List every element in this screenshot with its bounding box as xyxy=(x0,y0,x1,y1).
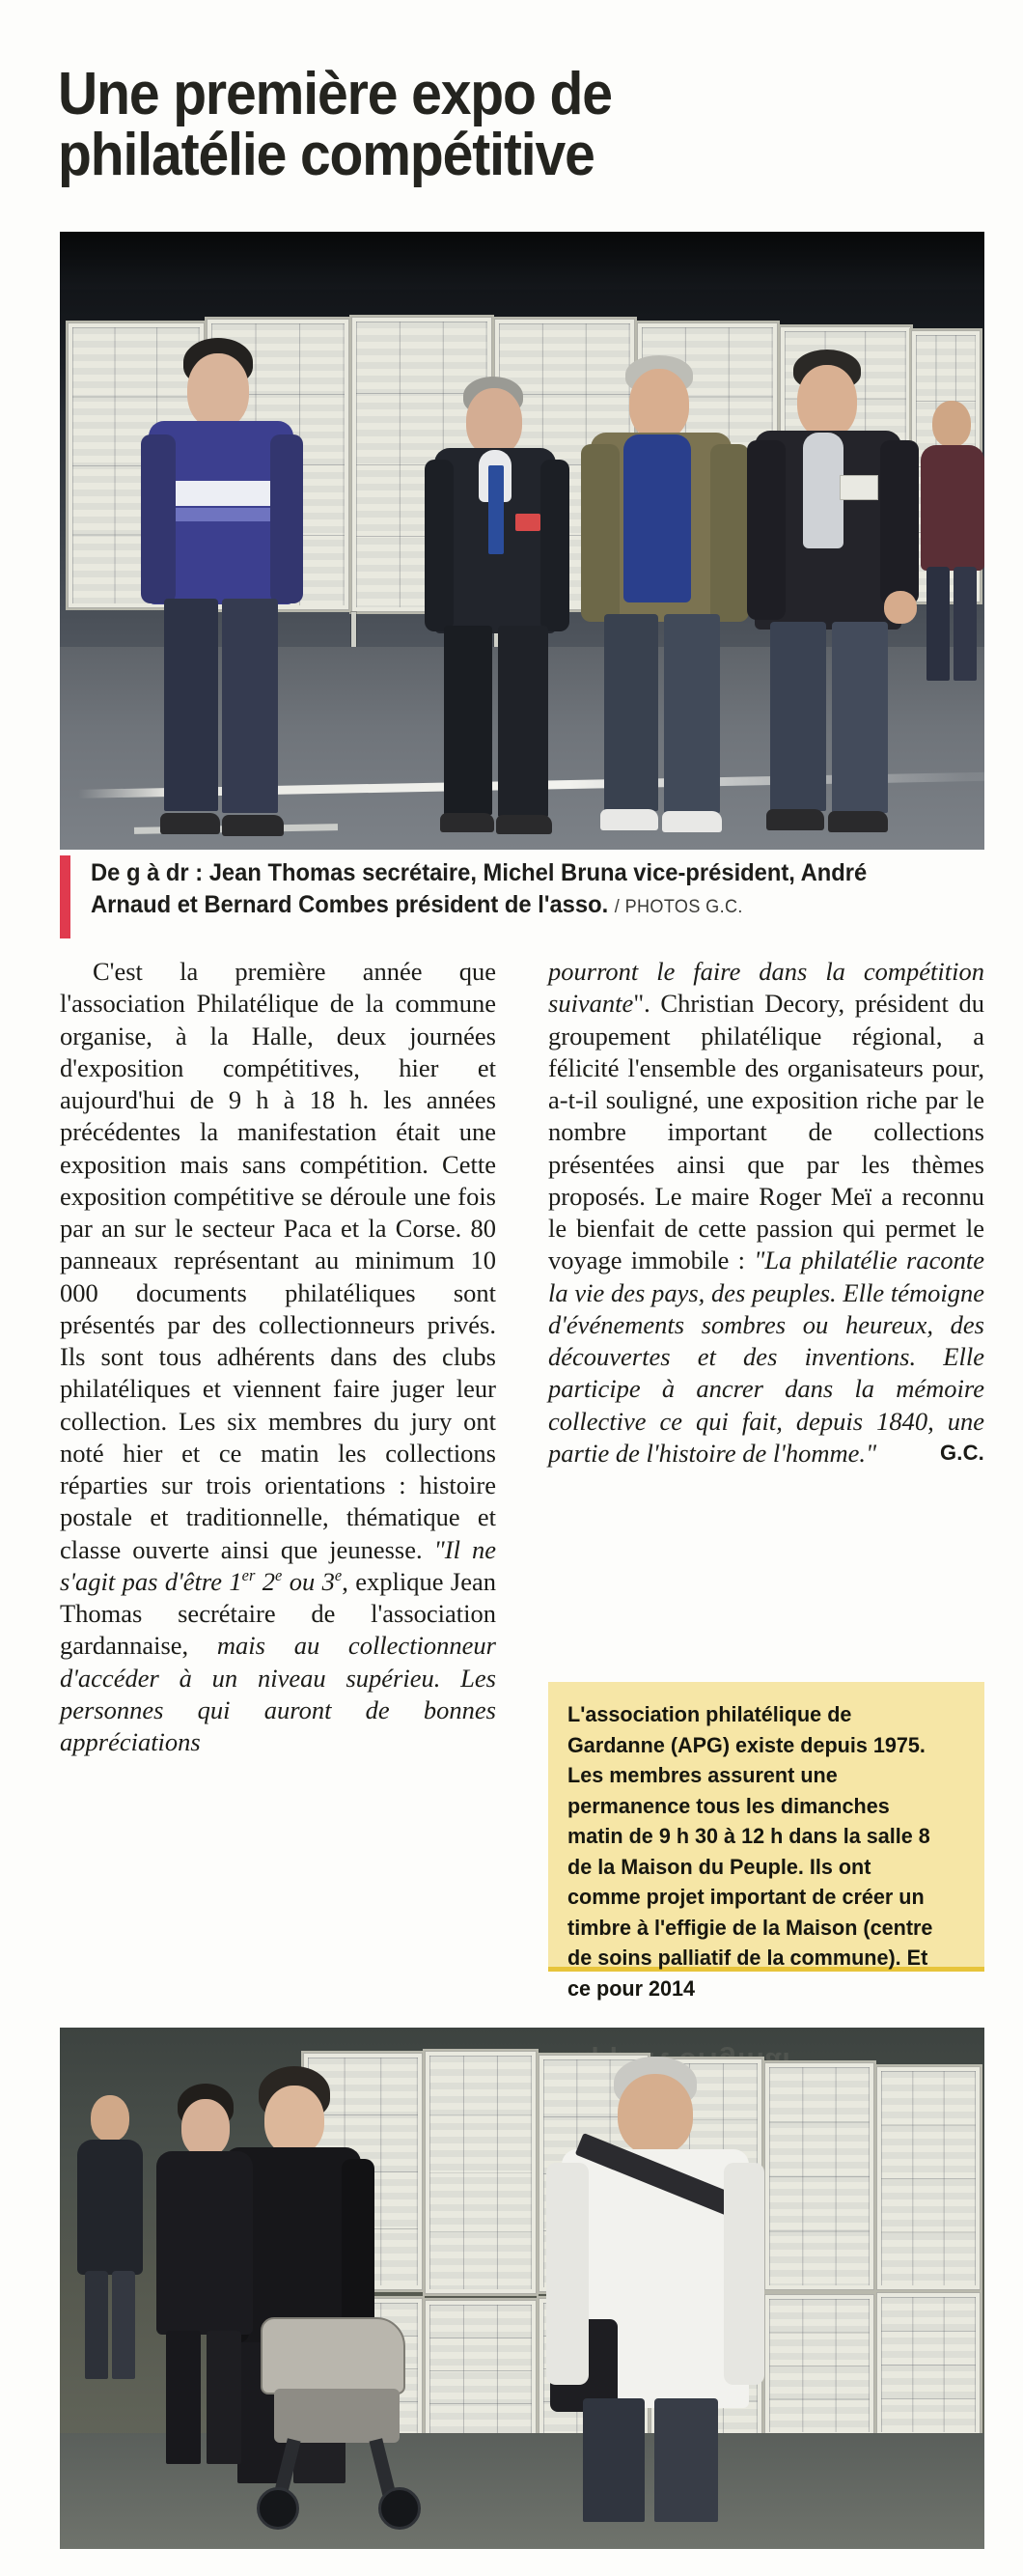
quote-mid-2: ou 3 xyxy=(282,1566,335,1596)
quote-open: "Il ne s'agit pas d'être 1 xyxy=(60,1534,497,1596)
stroller-wheel xyxy=(378,2487,421,2530)
ordinal-3e: e xyxy=(334,1565,343,1584)
caption-credit: / PHOTOS G.C. xyxy=(614,896,743,917)
right-italic-head: pourront le faire dans la compétition suivante xyxy=(548,957,984,1019)
infobox-association-details xyxy=(548,1682,984,2001)
name-badge xyxy=(515,514,540,531)
hall-ceiling xyxy=(60,232,984,290)
headline-line-1: Une première expo de xyxy=(58,60,612,127)
caption-body: De g à dr : Jean Thomas secrétaire, Michel Bruna vice-président, André Arnaud et Bernard Combes président de l'asso. xyxy=(91,859,868,918)
photo-visitors-viewing-panels xyxy=(60,2028,984,2549)
quote-attribution: , explique Jean Thomas secrétaire de l'association gardannaise, xyxy=(60,1566,496,1661)
left-text-part1: C'est la première année que l'association Philatélique de la commune organise, à la Halle, deux journées d'exposition compétitives, hier et aujourd'hui de 9 h à 18 h. les années précédentes la manifestation était une exposition mais sans compétition. Cette exposition compétitive se déroule une fois par an sur le secteur Paca et la Corse. 80 panneaux représentant au minimum 10 000 documents philatéliques sont présentés par des collectionneurs privés. Ils sont tous adhérents dans des clubs philatéliques et viennent faire juger leur collection. Les six membres du jury ont noté hier et ce matin les collections réparties sur trois orientations : histoire postale et traditionnelle, thématique et classe ouverte ainsi que jeunesse. xyxy=(60,957,496,1564)
person-andre-arnaud xyxy=(581,355,751,838)
column-left xyxy=(60,956,496,1758)
person-michel-bruna xyxy=(423,377,577,842)
page-title xyxy=(58,60,910,188)
baby-stroller xyxy=(251,2317,454,2530)
name-badge xyxy=(840,475,878,500)
person-bernard-combes xyxy=(747,350,921,838)
person-visitor-woman-2 xyxy=(152,2084,259,2470)
stamp-panel xyxy=(874,2064,982,2292)
caption-red-bar xyxy=(60,855,70,938)
person-background-bottom xyxy=(75,2095,145,2385)
right-text-part1: ". Christian Decory, président du groupement philatélique régional, a félicité l'ensemble des organisateurs pour, a-t-il souligné, une exposition riche par le nombre important de collections présentées ainsi que par les thèmes proposés. Le maire Roger Meï a reconnu le bienfait de cette passion qui permet le voyage immobile : xyxy=(548,989,984,1275)
person-jean-thomas xyxy=(135,338,318,840)
author-signature: G.C. xyxy=(939,1440,984,1465)
stamp-panel xyxy=(423,2049,539,2296)
paragraph-left xyxy=(60,956,496,1758)
ordinal-2e: e xyxy=(275,1565,283,1584)
headline-line-2: philatélie compétitive xyxy=(58,121,594,188)
stamp-panel xyxy=(762,2292,876,2439)
infobox-text: L'association philatélique de Gardanne (APG) existe depuis 1975. Les membres assurent une permanence tous les dimanches matin de 9 h 30 à 12 h dans la salle 8 de la Maison du Peuple. Ils ont comme projet important de créer un timbre à l'effigie de la Maison (centre de soins palliatif de la commune). Et ce pour 2014 xyxy=(567,1702,933,2001)
quote-italic-tail: mais au collectionneur d'accéder à un niveau supérieu. Les personnes qui auront de bonnes appréciations xyxy=(60,1631,496,1756)
person-background xyxy=(919,401,984,690)
photo-caption xyxy=(60,857,984,920)
stamp-panel xyxy=(762,2060,876,2292)
photo-exhibition-officials xyxy=(60,232,984,850)
stamp-panel xyxy=(874,2290,982,2439)
stroller-hood xyxy=(261,2317,405,2394)
stroller-seat xyxy=(274,2389,400,2443)
ordinal-1er: er xyxy=(241,1565,256,1584)
quote-mid-1: 2 xyxy=(255,1566,276,1596)
paragraph-right xyxy=(548,956,984,1470)
mayor-quote: "La philatélie raconte la vie des pays, des peuples. Elle témoigne d'événements sombres ou heureux, des découvertes et des inventions. Elle participe à ancrer dans la mémoire collective ce qui fait, depuis 1840, une partie de l'histoire de l'homme." xyxy=(548,1246,984,1468)
column-right xyxy=(548,956,984,1470)
person-visitor-man-white-shirt xyxy=(540,2057,762,2520)
stroller-wheel xyxy=(257,2487,299,2530)
